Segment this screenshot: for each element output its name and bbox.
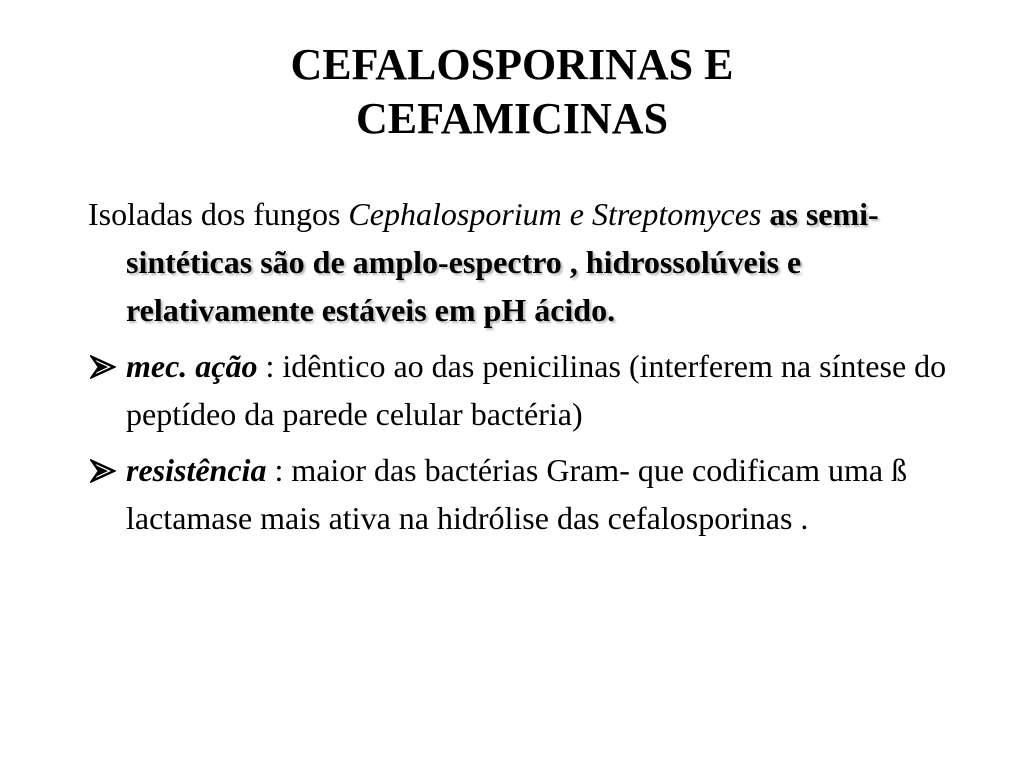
title-line-1: CEFALOSPORINAS E bbox=[290, 40, 734, 89]
arrow-bullet-icon bbox=[88, 446, 120, 494]
intro-genera: Cephalosporium e Streptomyces bbox=[348, 196, 762, 232]
intro-prefix: Isoladas dos fungos bbox=[88, 196, 349, 232]
arrow-bullet-icon bbox=[88, 342, 120, 390]
bullet-text-resistencia: : maior das bactérias Gram- que codificam uma ß lactamase mais ativa na hidrólise das cefalosporinas . bbox=[126, 452, 908, 536]
bullet-resistencia bbox=[88, 446, 968, 542]
intro-semi-sinteticas: as semi-sintéticas são de amplo-espectro , hidrossolúveis e relativamente estáveis em pH ácido. bbox=[126, 196, 879, 328]
bullet-term-mec-acao: mec. ação bbox=[126, 348, 258, 384]
slide-body bbox=[88, 190, 968, 550]
bullet-mec-acao bbox=[88, 342, 968, 438]
title-line-2: CEFAMICINAS bbox=[355, 94, 669, 143]
bullet-text-mec-acao: : idêntico ao das penicilinas (interferem na síntese do peptídeo da parede celular bactéria) bbox=[126, 348, 947, 432]
slide-title bbox=[0, 38, 1024, 146]
intro-paragraph bbox=[88, 190, 968, 334]
bullet-term-resistencia: resistência bbox=[126, 452, 267, 488]
